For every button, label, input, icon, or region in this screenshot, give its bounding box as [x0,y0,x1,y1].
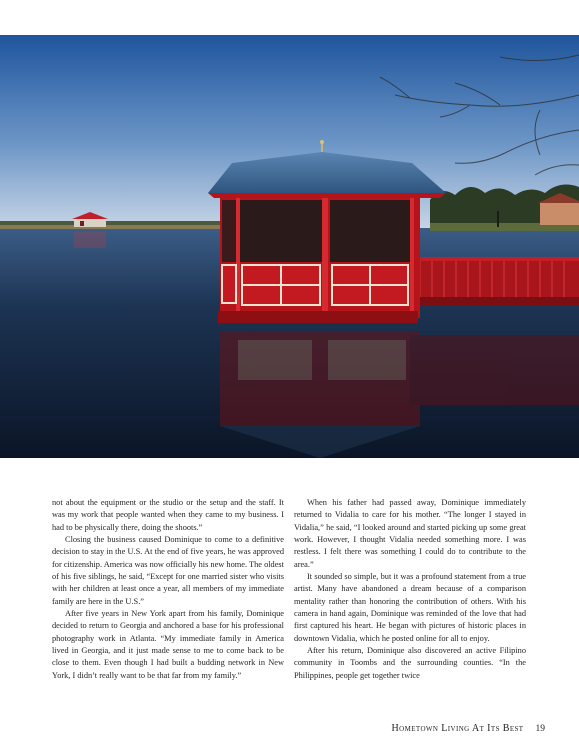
article-column-right [294,497,526,682]
paragraph: It sounded so simple, but it was a profound statement from a true artist. Many have abandoned a dream because of a comparison mentality rather than honoring the contribution of others. With his camera in hand again, Dominique was reminded of the love that had first captured his heart. He began with pictures of historic places in downtown Vidalia, which he posted online for all to enjoy. [294,572,526,643]
photo-caption: Views of South Georgia [33,477,125,487]
paragraph: not about the equipment or the studio or the setup and the staff. It was my work that people wanted when they came to my business. I had to be physically there, doing the shoots.” [52,498,284,532]
paragraph: Closing the business caused Dominique to come to a definitive decision to stay in the U.S. At the end of five years, he was approved for citizenship. America was now officially his new home. The oldest of his five siblings, he said, “Except for one married sister who visits with her children at least once a year, all members of my immediate family are here in the U.S.” [52,535,284,606]
page-number: 19 [535,724,545,734]
paragraph: After his return, Dominique also discovered an active Filipino community in Toombs and the surrounding counties. “In the Philippines, people get together twice [294,646,526,680]
gazebo-lake-image [0,35,579,458]
paragraph: When his father had passed away, Dominique immediately returned to Vidalia to care for his mother. “The longer I stayed in Vidalia,” he said, “I looked around and started picking up some great work. However, I thought Vidalia needed something more. I was restless. I felt there was something I could do to contribute to the area.” [294,498,526,569]
page-footer [392,723,545,734]
article-column-left [52,497,284,682]
paragraph: After five years in New York apart from his family, Dominique decided to return to Georgia and anchored a base for his professional photography work in Atlanta. “My immediate family in America lived in Georgia, and it just made sense to me to come back to be close to them. Even though I had built a budding network in New York, I didn’t really want to be that far from my family.” [52,609,284,680]
gazebo-photo [0,35,579,487]
publication-name: Hometown Living At Its Best [391,723,524,734]
